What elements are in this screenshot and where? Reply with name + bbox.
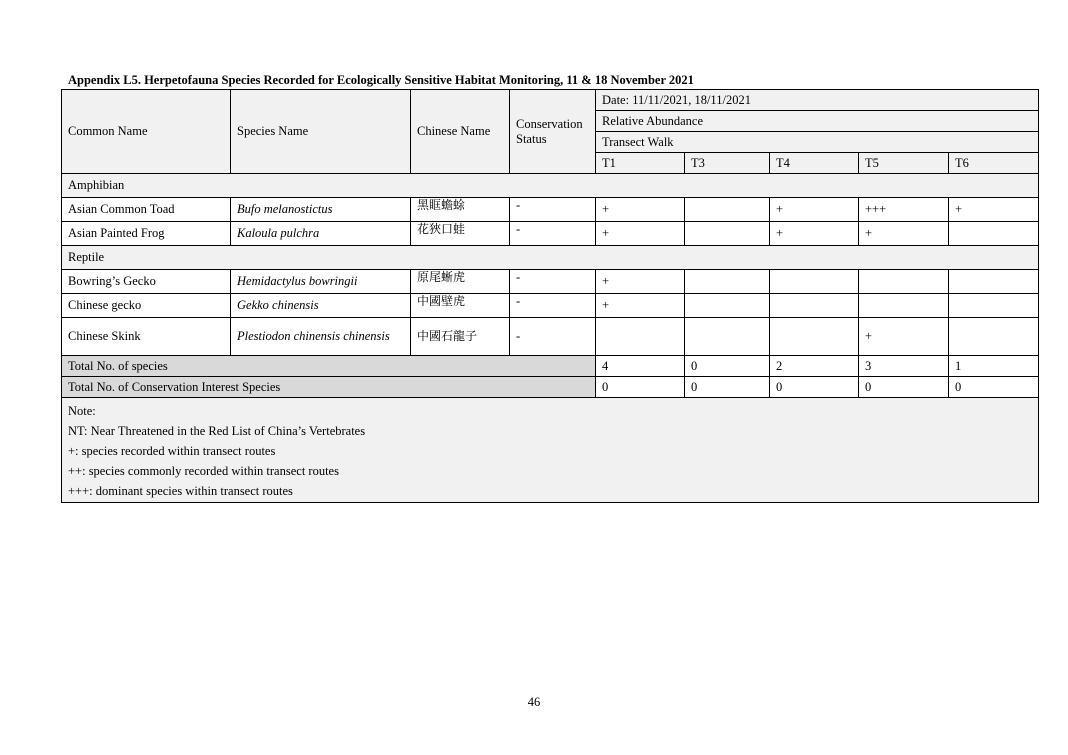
table-row [62, 294, 1039, 318]
chinese-name: 中國石龍子 [411, 318, 510, 356]
abundance-cell [949, 294, 1039, 318]
total-value: 1 [949, 356, 1039, 377]
header-relative-abundance: Relative Abundance [596, 111, 1039, 132]
herpetofauna-table [61, 89, 1039, 503]
conservation-status: - [510, 318, 596, 356]
header-chinese-name: Chinese Name [411, 90, 510, 174]
abundance-cell: + [949, 198, 1039, 222]
header-transect: T6 [949, 153, 1039, 174]
abundance-cell [685, 270, 770, 294]
species-name: Gekko chinensis [231, 294, 411, 318]
header-common-name: Common Name [62, 90, 231, 174]
species-name: Hemidactylus bowringii [231, 270, 411, 294]
header-transect: T5 [859, 153, 949, 174]
total-value: 4 [596, 356, 685, 377]
group-label: Amphibian [62, 174, 1039, 198]
abundance-cell: + [770, 222, 859, 246]
common-name: Bowring’s Gecko [62, 270, 231, 294]
total-row [62, 356, 1039, 377]
table-row [62, 198, 1039, 222]
header-transect: T4 [770, 153, 859, 174]
chinese-name: 原尾蜥虎 [411, 270, 510, 294]
common-name: Chinese Skink [62, 318, 231, 356]
species-name: Kaloula pulchra [231, 222, 411, 246]
header-transect: T1 [596, 153, 685, 174]
total-row [62, 377, 1039, 398]
abundance-cell [596, 318, 685, 356]
abundance-cell [770, 318, 859, 356]
total-label: Total No. of Conservation Interest Species [62, 377, 596, 398]
header-transect: T3 [685, 153, 770, 174]
abundance-cell [859, 294, 949, 318]
abundance-cell: + [596, 198, 685, 222]
abundance-cell [949, 318, 1039, 356]
conservation-status: - [510, 294, 596, 318]
table-caption: Appendix L5. Herpetofauna Species Recorded for Ecologically Sensitive Habitat Monitoring, 11 & 18 November 2021 [68, 73, 694, 87]
note-line: Note: [68, 404, 96, 418]
total-value: 0 [685, 377, 770, 398]
header-transect-walk: Transect Walk [596, 132, 1039, 153]
table-row [62, 318, 1039, 356]
notes-cell [62, 398, 1039, 503]
conservation-status: - [510, 222, 596, 246]
abundance-cell [949, 222, 1039, 246]
abundance-cell: + [859, 318, 949, 356]
total-value: 0 [949, 377, 1039, 398]
abundance-cell: + [770, 198, 859, 222]
abundance-cell [685, 294, 770, 318]
table-row [62, 270, 1039, 294]
abundance-cell: + [596, 294, 685, 318]
total-value: 3 [859, 356, 949, 377]
abundance-cell [770, 270, 859, 294]
total-value: 0 [770, 377, 859, 398]
abundance-cell: +++ [859, 198, 949, 222]
common-name: Asian Common Toad [62, 198, 231, 222]
total-label: Total No. of species [62, 356, 596, 377]
header-conservation-status: Conservation Status [510, 90, 596, 174]
header-species-name: Species Name [231, 90, 411, 174]
chinese-name: 中國壁虎 [411, 294, 510, 318]
common-name: Asian Painted Frog [62, 222, 231, 246]
species-name: Bufo melanostictus [231, 198, 411, 222]
abundance-cell [685, 222, 770, 246]
abundance-cell [949, 270, 1039, 294]
conservation-status: - [510, 198, 596, 222]
total-value: 2 [770, 356, 859, 377]
note-line: ++: species commonly recorded within transect routes [68, 464, 339, 478]
note-line: +: species recorded within transect routes [68, 444, 276, 458]
conservation-status: - [510, 270, 596, 294]
note-line: NT: Near Threatened in the Red List of China’s Vertebrates [68, 424, 366, 438]
note-line: +++: dominant species within transect routes [68, 484, 293, 498]
abundance-cell [770, 294, 859, 318]
group-label: Reptile [62, 246, 1039, 270]
total-value: 0 [596, 377, 685, 398]
header-date: Date: 11/11/2021, 18/11/2021 [596, 90, 1039, 111]
total-value: 0 [685, 356, 770, 377]
chinese-name: 花狹口蛙 [411, 222, 510, 246]
abundance-cell [685, 318, 770, 356]
common-name: Chinese gecko [62, 294, 231, 318]
species-name: Plestiodon chinensis chinensis [231, 318, 411, 356]
abundance-cell: + [596, 270, 685, 294]
table-row [62, 222, 1039, 246]
page-number: 46 [527, 695, 541, 709]
abundance-cell: + [596, 222, 685, 246]
notes-row [62, 398, 1039, 503]
total-value: 0 [859, 377, 949, 398]
abundance-cell: + [859, 222, 949, 246]
abundance-cell [859, 270, 949, 294]
abundance-cell [685, 198, 770, 222]
chinese-name: 黑眶蟾蜍 [411, 198, 510, 222]
